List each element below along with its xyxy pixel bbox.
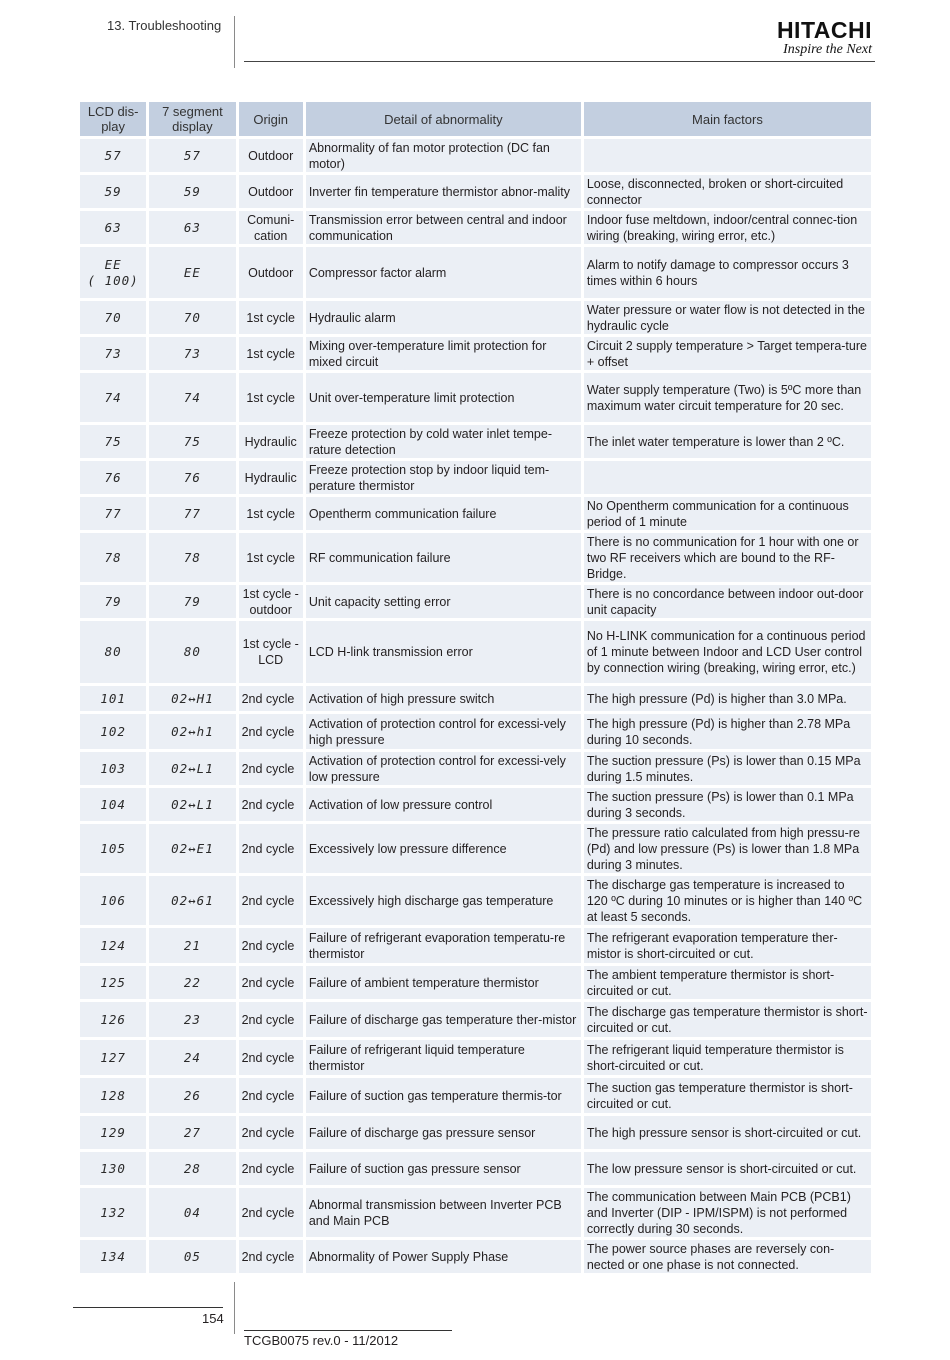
origin: 2nd cycle [239,1188,303,1237]
segment-code: 02↔L1 [149,752,235,785]
brand-tagline [777,42,872,58]
origin: 1st cycle - outdoor [239,585,303,618]
origin: 2nd cycle [239,1240,303,1273]
segment-code: 02↔h1 [149,714,235,749]
abnormality-detail: Opentherm communication failure [306,497,581,530]
segment-code: 21 [149,928,235,963]
abnormality-detail: Failure of suction gas temperature thermis-tor [306,1078,581,1113]
table-row [80,621,871,683]
lcd-code: 125 [100,974,126,990]
col-7-segment: 7 segment display [149,102,235,136]
lcd-code: 57 [104,147,122,163]
main-factors: There is no communication for 1 hour with one or two RF receivers which are bound to the RF-Bridge. [584,533,871,582]
table-row [80,1040,871,1075]
segment-code: 63 [149,211,235,244]
table-row [80,425,871,458]
alarm-code-table [77,99,874,1276]
lcd-code: 127 [100,1049,126,1065]
segment-code: 28 [149,1152,235,1185]
lcd-code: 74 [104,389,122,405]
lcd-code: 105 [100,840,126,856]
origin: 2nd cycle [239,1152,303,1185]
table-row [80,824,871,873]
lcd-code: 124 [100,937,126,953]
header-divider [234,16,235,68]
origin: 1st cycle - LCD [239,621,303,683]
main-factors: Indoor fuse meltdown, indoor/central connec-tion wiring (breaking, wiring error, etc.) [584,211,871,244]
lcd-code-cell [80,497,146,530]
lcd-code: 132 [100,1204,126,1220]
lcd-code-cell [80,686,146,711]
table-row [80,876,871,925]
brand-tagline-text: Inspire the Next [783,42,872,57]
main-factors: The pressure ratio calculated from high pressu-re (Pd) and low pressure (Ps) is lower than 1.8 MPa during 3 minutes. [584,824,871,873]
table-row [80,461,871,494]
abnormality-detail: RF communication failure [306,533,581,582]
main-factors: The communication between Main PCB (PCB1) and Inverter (DIP - IPM/ISPM) is not performed correctly during 30 seconds. [584,1188,871,1237]
table-row [80,752,871,785]
abnormality-detail: Failure of suction gas pressure sensor [306,1152,581,1185]
table-row [80,533,871,582]
col-main-factors: Main factors [584,102,871,136]
abnormality-detail: Excessively low pressure difference [306,824,581,873]
table-row [80,497,871,530]
lcd-code-cell [80,1040,146,1075]
origin: 1st cycle [239,497,303,530]
lcd-code-cell [80,966,146,999]
segment-code: 02↔61 [149,876,235,925]
origin: 2nd cycle [239,686,303,711]
table-row [80,1116,871,1149]
origin: 2nd cycle [239,752,303,785]
segment-code: 23 [149,1002,235,1037]
table-row [80,1152,871,1185]
lcd-code: 126 [100,1011,126,1027]
document-reference: TCGB0075 rev.0 - 11/2012 [244,1333,399,1348]
page-number: 154 [202,1311,224,1326]
segment-code: 04 [149,1188,235,1237]
segment-code: 79 [149,585,235,618]
origin: 2nd cycle [239,824,303,873]
segment-code: 78 [149,533,235,582]
abnormality-detail: LCD H-link transmission error [306,621,581,683]
lcd-code: 79 [104,593,122,609]
abnormality-detail: Unit capacity setting error [306,585,581,618]
segment-code: 24 [149,1040,235,1075]
table-row [80,714,871,749]
footer-divider [234,1282,235,1334]
main-factors: No H-LINK communication for a continuous period of 1 minute between Indoor and LCD User control by connection wiring (breaking, wiring error, etc.) [584,621,871,683]
table-row [80,928,871,963]
main-factors [584,139,871,172]
origin: 2nd cycle [239,876,303,925]
abnormality-detail: Activation of protection control for excessi-vely high pressure [306,714,581,749]
segment-code: 05 [149,1240,235,1273]
lcd-code: 101 [100,690,126,706]
origin: 2nd cycle [239,966,303,999]
segment-code: 75 [149,425,235,458]
segment-code: 02↔E1 [149,824,235,873]
col-detail: Detail of abnormality [306,102,581,136]
lcd-code: 104 [100,796,126,812]
table-row [80,247,871,298]
table-row [80,1240,871,1273]
lcd-code-cell [80,752,146,785]
main-factors: The power source phases are reversely con-nected or one phase is not connected. [584,1240,871,1273]
main-factors: The discharge gas temperature thermistor is short-circuited or cut. [584,1002,871,1037]
main-factors: Water pressure or water flow is not detected in the hydraulic cycle [584,301,871,334]
brand-logo [777,18,872,58]
main-factors: The suction pressure (Ps) is lower than 0.1 MPa during 3 seconds. [584,788,871,821]
origin: 2nd cycle [239,788,303,821]
origin: 1st cycle [239,301,303,334]
main-factors: Alarm to notify damage to compressor occurs 3 times within 6 hours [584,247,871,298]
table-row [80,337,871,370]
origin: Outdoor [239,175,303,208]
lcd-code-cell [80,211,146,244]
section-title: 13. Troubleshooting [107,18,222,33]
abnormality-detail: Failure of refrigerant liquid temperature thermistor [306,1040,581,1075]
abnormality-detail: Failure of discharge gas pressure sensor [306,1116,581,1149]
lcd-code-cell [80,175,146,208]
segment-code: 26 [149,1078,235,1113]
lcd-code-cell [80,139,146,172]
main-factors: Loose, disconnected, broken or short-circuited connector [584,175,871,208]
main-factors: The high pressure sensor is short-circuited or cut. [584,1116,871,1149]
main-factors: The refrigerant evaporation temperature ther-mistor is short-circuited or cut. [584,928,871,963]
table-row [80,211,871,244]
segment-code: 27 [149,1116,235,1149]
origin: 1st cycle [239,533,303,582]
table-row [80,686,871,711]
table-row [80,1078,871,1113]
lcd-code-cell [80,301,146,334]
abnormality-detail: Abnormal transmission between Inverter PCB and Main PCB [306,1188,581,1237]
table-row [80,175,871,208]
header-rule [244,61,875,62]
segment-code: 77 [149,497,235,530]
lcd-code-cell [80,585,146,618]
lcd-code: 73 [104,345,122,361]
abnormality-detail: Abnormality of fan motor protection (DC fan motor) [306,139,581,172]
main-factors: The high pressure (Pd) is higher than 2.78 MPa during 10 seconds. [584,714,871,749]
abnormality-detail: Failure of refrigerant evaporation temperatu-re thermistor [306,928,581,963]
footer-rule-right [244,1330,452,1331]
origin: 1st cycle [239,337,303,370]
origin: 2nd cycle [239,714,303,749]
origin: Comuni-cation [239,211,303,244]
table-row [80,301,871,334]
abnormality-detail: Compressor factor alarm [306,247,581,298]
lcd-code-cell [80,621,146,683]
main-factors: The low pressure sensor is short-circuited or cut. [584,1152,871,1185]
lcd-code: 59 [104,183,122,199]
lcd-code-cell [80,824,146,873]
origin: Hydraulic [239,461,303,494]
footer-rule-left [73,1307,223,1308]
abnormality-detail: Inverter fin temperature thermistor abnor-mality [306,175,581,208]
origin: Outdoor [239,247,303,298]
lcd-code-cell [80,1078,146,1113]
brand-name: HITACHI [776,17,872,43]
segment-code: 80 [149,621,235,683]
table-row [80,1002,871,1037]
lcd-code: 106 [100,892,126,908]
table-row [80,585,871,618]
abnormality-detail: Excessively high discharge gas temperature [306,876,581,925]
lcd-code-cell [80,1240,146,1273]
lcd-code: 77 [104,505,122,521]
abnormality-detail: Failure of ambient temperature thermistor [306,966,581,999]
segment-code: 70 [149,301,235,334]
lcd-code: 78 [104,549,122,565]
lcd-code-cell [80,788,146,821]
lcd-code: 76 [104,469,122,485]
lcd-code: EE [104,256,122,272]
lcd-code: 102 [100,723,126,739]
origin: 1st cycle [239,373,303,422]
table-row [80,788,871,821]
main-factors: There is no concordance between indoor out-door unit capacity [584,585,871,618]
abnormality-detail: Abnormality of Power Supply Phase [306,1240,581,1273]
abnormality-detail: Transmission error between central and indoor communication [306,211,581,244]
lcd-code: 129 [100,1124,126,1140]
segment-code: 74 [149,373,235,422]
origin: 2nd cycle [239,1116,303,1149]
lcd-code-cell [80,425,146,458]
abnormality-detail: Freeze protection stop by indoor liquid tem-perature thermistor [306,461,581,494]
lcd-code: 80 [104,644,122,659]
table-row [80,966,871,999]
lcd-code: 134 [100,1248,126,1264]
main-factors: The suction pressure (Ps) is lower than 0.15 MPa during 1.5 minutes. [584,752,871,785]
col-lcd-display: LCD dis-play [80,102,146,136]
main-factors: The high pressure (Pd) is higher than 3.0 MPa. [584,686,871,711]
segment-code: 76 [149,461,235,494]
table-row [80,1188,871,1237]
lcd-code-cell [80,373,146,422]
abnormality-detail: Failure of discharge gas temperature ther-mistor [306,1002,581,1037]
segment-code: 73 [149,337,235,370]
lcd-code-cell [80,714,146,749]
segment-code: 59 [149,175,235,208]
lcd-code: 63 [104,219,122,235]
main-factors: No Opentherm communication for a continuous period of 1 minute [584,497,871,530]
lcd-code-cell [80,247,146,298]
origin: 2nd cycle [239,1040,303,1075]
lcd-code-cell [80,337,146,370]
origin: Outdoor [239,139,303,172]
segment-code: 02↔L1 [149,788,235,821]
lcd-code: 128 [100,1087,126,1103]
table-row [80,139,871,172]
segment-code: 57 [149,139,235,172]
origin: 2nd cycle [239,1078,303,1113]
lcd-code-cell [80,461,146,494]
table-row [80,373,871,422]
segment-code: 22 [149,966,235,999]
main-factors [584,461,871,494]
col-origin: Origin [239,102,303,136]
main-factors: The refrigerant liquid temperature thermistor is short-circuited or cut. [584,1040,871,1075]
main-factors: The inlet water temperature is lower than 2 ºC. [584,425,871,458]
lcd-code-cell [80,533,146,582]
table-body [80,139,871,1273]
lcd-code: 130 [100,1160,126,1176]
lcd-code-cell [80,1188,146,1237]
lcd-code-cell [80,1152,146,1185]
origin: 2nd cycle [239,928,303,963]
segment-code: EE [149,247,235,298]
abnormality-detail: Hydraulic alarm [306,301,581,334]
origin: Hydraulic [239,425,303,458]
main-factors: Circuit 2 supply temperature > Target tempera-ture + offset [584,337,871,370]
abnormality-detail: Freeze protection by cold water inlet tempe-rature detection [306,425,581,458]
lcd-code-sub: ( 100) [87,272,139,288]
abnormality-detail: Activation of protection control for excessi-vely low pressure [306,752,581,785]
abnormality-detail: Unit over-temperature limit protection [306,373,581,422]
lcd-code: 103 [100,760,126,776]
lcd-code-cell [80,876,146,925]
main-factors: Water supply temperature (Two) is 5ºC more than maximum water circuit temperature for 20 sec. [584,373,871,422]
segment-code: 02↔H1 [149,686,235,711]
abnormality-detail: Mixing over-temperature limit protection for mixed circuit [306,337,581,370]
lcd-code: 75 [104,433,122,449]
lcd-code-cell [80,1116,146,1149]
abnormality-detail: Activation of low pressure control [306,788,581,821]
main-factors: The ambient temperature thermistor is short-circuited or cut. [584,966,871,999]
lcd-code-cell [80,1002,146,1037]
abnormality-detail: Activation of high pressure switch [306,686,581,711]
lcd-code: 70 [104,309,122,325]
main-factors: The suction gas temperature thermistor is short-circuited or cut. [584,1078,871,1113]
origin: 2nd cycle [239,1002,303,1037]
main-factors: The discharge gas temperature is increased to 120 ºC during 10 minutes or is higher than 140 ºC at least 5 seconds. [584,876,871,925]
lcd-code-cell [80,928,146,963]
table-header-row [80,102,871,136]
